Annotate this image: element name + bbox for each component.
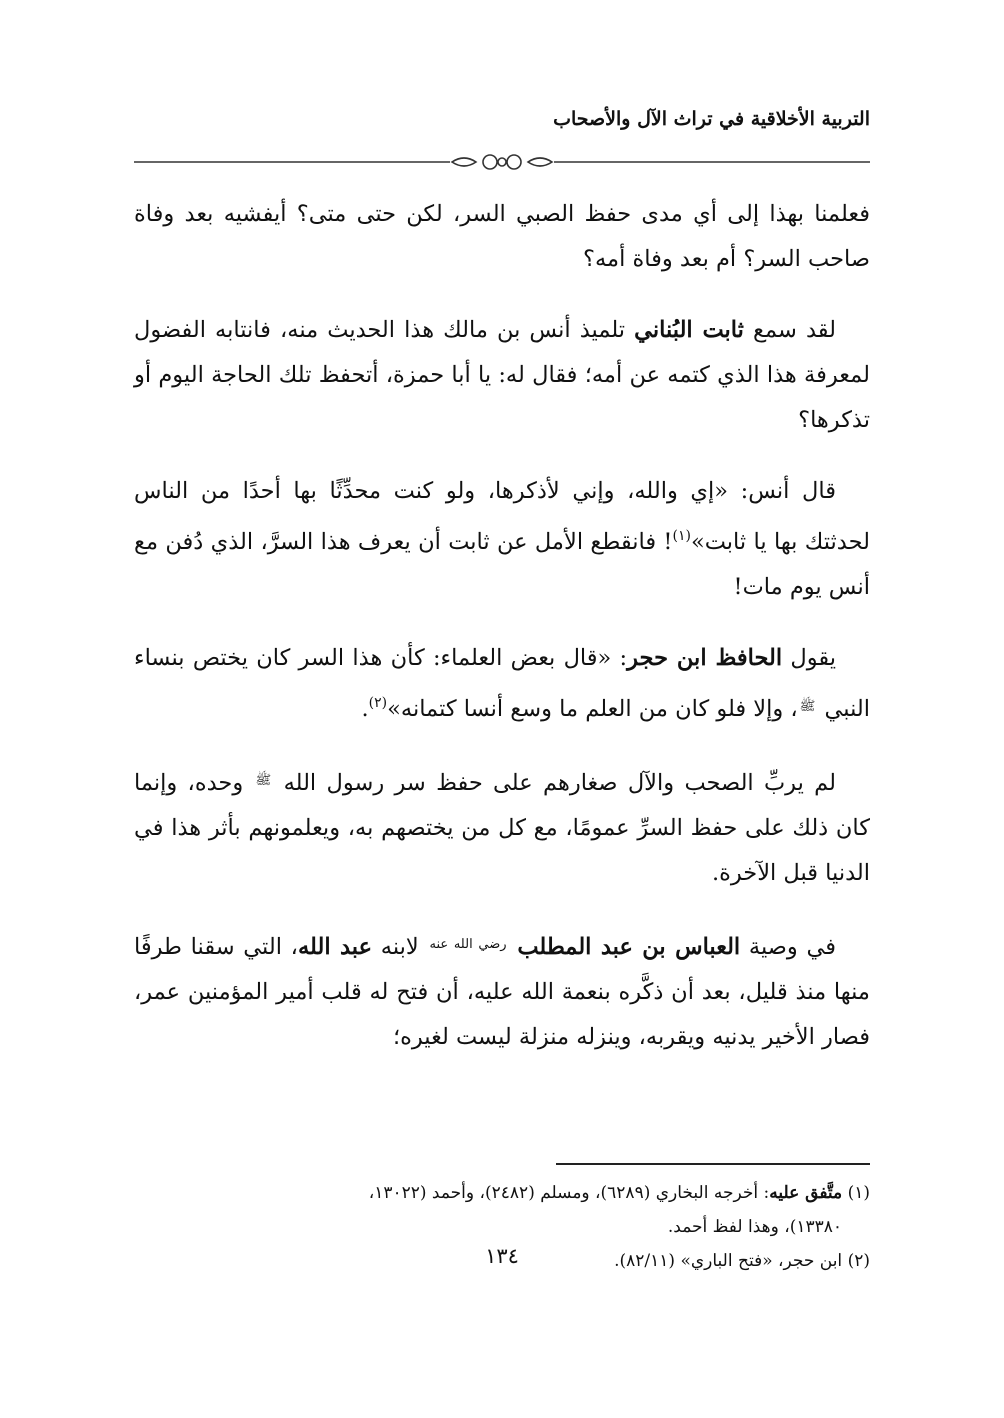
paragraph-text: : «قال بعض العلماء: كأن هذا السر كان يختص بنساء النبي [134,645,870,722]
paragraph-text: يقول [782,645,836,671]
paragraph-text: . [361,696,369,722]
paragraph-5 [134,758,870,896]
bold-name: العباس بن عبد المطلب [517,934,741,960]
running-header-title: التربية الأخلاقية في تراث الآل والأصحاب [553,108,870,130]
footnote-text: ابن حجر، «فتح الباري» (٨٢/١١). [614,1251,843,1271]
paragraph-text: وحده، وإنما كان ذلك على حفظ السرِّ عمومًا، مع كل من يختصهم به، ويعلمونهم بأثر هذا في الدنيا قبل الآخرة. [134,770,870,886]
paragraph-6 [134,922,870,1060]
paragraph-text: تلميذ أنس بن مالك هذا الحديث منه، فانتابه الفضول لمعرفة هذا الذي كتمه عن أمه؛ فقال له: يا أبا حمزة، أتحفظ تلك الحاجة اليوم أو تذكرها؟ [134,317,870,433]
header-ornament-divider [134,150,870,174]
footnote-number: (٢) [847,1251,870,1271]
paragraph-3 [134,469,870,610]
paragraph-1 [134,192,870,282]
page-number: ١٣٤ [485,1244,519,1268]
paragraph-2 [134,308,870,443]
paragraph-text: في وصية [740,934,837,960]
footnote-separator [556,1163,870,1165]
paragraph-4 [134,636,870,732]
paragraph-text: لابنه [372,934,428,960]
footnote-text: ١٣٣٨٠)، وهذا لفظ أحمد. [667,1217,842,1237]
footnote-number: (١) [847,1183,870,1203]
footnote-text: : أخرجه البخاري (٦٢٨٩)، ومسلم (٢٤٨٢)، وأحمد (١٣٠٢٢، [368,1183,770,1203]
footnote-bold: متَّفق عليه [769,1183,843,1203]
bold-name: عبد الله [297,934,373,960]
bold-name: الحافظ ابن حجر [627,645,783,671]
paragraph-text: ، التي سقنا طرفًا منها منذ قليل، بعد أن ذكَّره بنعمة الله عليه، أن فتح له قلب أمير المؤمنين عمر، فصار الأخير يدنيه ويقربه، وينزله منزلة ليست لغيره؛ [134,934,870,1050]
footnote-1-continuation [134,1210,870,1244]
paragraph-text: لم يربِّ الصحب والآل صغارهم على حفظ سر رسول الله [283,770,836,796]
footnote-reference: (٢) [368,695,388,711]
footnote-1 [134,1176,870,1210]
bold-name: ثابت البُناني [634,317,744,343]
paragraph-text: فعلمنا بهذا إلى أي مدى حفظ الصبي السر، لكن حتى متى؟ أيفشيه بعد وفاة صاحب السر؟ أم بعد وفاة أمه؟ [134,201,870,272]
main-text [134,192,870,1086]
salawat-glyph: ﷺ [799,699,816,714]
radiyallahu-glyph: رضي الله عنه [429,937,507,952]
paragraph-text: لقد سمع [743,317,836,343]
paragraph-text: قال أنس: «إي والله، وإني لأذكرها، ولو كنت محدِّثًا بها أحدًا من الناس لحدثتك بها يا ثابت» [134,478,870,555]
paragraph-text: ، وإلا فلو كان من العلم ما وسع أنسا كتمانه» [387,696,798,722]
footnote-reference: (١) [672,528,691,544]
salawat-glyph: ﷺ [255,773,272,788]
paragraph-text: ! فانقطع الأمل عن ثابت أن يعرف هذا السرَّ، الذي دُفن مع أنس يوم مات! [134,529,870,600]
